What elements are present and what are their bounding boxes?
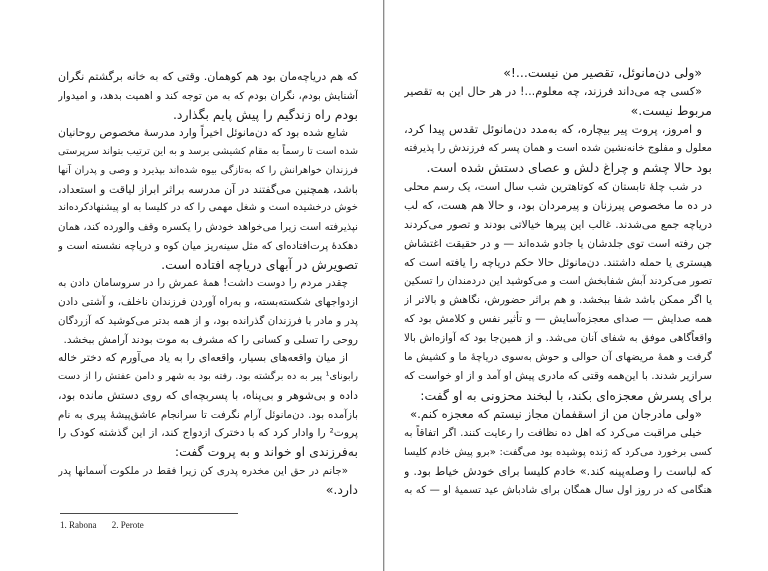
text-line: از میان واقعه‌های بسیار، واقعه‌ای را به یاد می‌آورم که دختر خاله (58, 351, 348, 365)
text-line: تصور می‌کردند آبش شفابخش است و می‌کوشید این دردمندان را تسکین (404, 275, 712, 287)
text-line: واقعاًگاهی موفق به شفای آنان می‌شد. و از همین‌جا بود که آوازه‌اش بالا (404, 332, 712, 344)
text-line: و امروز، پروت پیر بیچاره، که به‌مدد دن‌مانوئل تقدس پیدا کرد، (404, 122, 702, 136)
text-line: «کسی چه می‌داند فرزند، چه معلوم...! در هر حال این به تقصیر (404, 85, 702, 98)
text-line: که لباست را وصله‌پینه کند.» خادم کلیسا برای خودش خیاط بود. و (404, 465, 712, 478)
text-line: نپذیرفته است زیرا می‌خواهد خودش را یکسره وقف والورده کند، همان (58, 221, 358, 233)
footnote-1: 1. Rabona (60, 520, 97, 530)
book-page-right (385, 0, 768, 571)
text-line: «جانم در حق این مخدره پدری کن زیرا فقط در ملکوت آسمانها پدر (58, 464, 348, 477)
text-line: هنگامی که در روز اول سال همگان برای شادباش عید تسمیهٔ او — که به (404, 484, 712, 496)
text-line: دریاچه جمع می‌شدند. غالب این پیرها خیالاتی بودند و تصور می‌کردند (404, 218, 712, 231)
text-line: رابونای¹ پیر به ده برگشته بود. رفته بود به شهر و دامن عفتش را از دست (58, 371, 358, 382)
text-line: یا اگر ممکن باشد شفا ببخشد. و هم براثر حضورش، نگاهش و بالاتر از (404, 294, 712, 306)
text-line: که هم دریاچه‌مان بود هم کوهمان. وقتی که به خانه برگشتم نگران (58, 70, 358, 83)
text-line: کسی برخورد می‌کرد که ژنده پوشیده بود می‌گفت: «برو پیش خادم کلیسا (404, 447, 712, 458)
text-line: پروت² را وادار کرد که با دخترک ازدواج کند، از این گذشته کودک را (58, 426, 358, 440)
text-line: بازآمده بود. دن‌مانوئل آرام نگرفت تا سرانجام عاشق‌پیشهٔ پیری به نام (58, 408, 358, 421)
text-line: داده و بی‌شوهر و بی‌پناه، با پسربچه‌ای که روی دستش مانده بود، (58, 388, 358, 402)
text-line: بود حالا چشم و چراغ دلش و عصای دستش شده است. (426, 160, 712, 175)
text-line: آشنایش بودم، نگران بودم که به من توجه کند و اهمیت بدهد، و امیدوار (58, 89, 358, 102)
text-line: «ولی دن‌مانوئل، تقصیر من نیست...!» (503, 65, 702, 80)
text-line: باشد، همچنین می‌گفتند در آن مدرسه براثر ابراز لیاقت و استعداد، (58, 182, 358, 196)
text-line: در شب چلهٔ تابستان که کوتاهترین شب سال است، یک رسم محلی (404, 180, 702, 193)
text-line: همه صدایش — صدای معجزه‌آسایش — و تأثیر نفس و کلامش بود که (404, 313, 712, 325)
text-line: تصویرش در آبهای دریاچه افتاده است. (161, 256, 358, 272)
text-line: خوش درخشیده است و شغل مهمی را که در کلیسا به او پیشنهادکرده‌اند (58, 202, 358, 214)
text-line: معلول و مفلوج خانه‌نشین شده است و همان پسر که فرزندش را پذیرفته (404, 142, 712, 154)
text-line: پدر و مادر با فرزندان گذرانده بود، و از همه بدتر می‌کوشید که آزردگان (58, 314, 358, 327)
text-line: گرفت و همهٔ مریضهای آن حوالی و حوش به‌سوی دریاچهٔ ما و کشیش ما (404, 351, 712, 363)
footnotes (60, 520, 157, 530)
text-line: مربوط نیست.» (630, 103, 712, 118)
text-line: بودم راه زندگیم را پیش پایم بگذارد. (172, 106, 358, 122)
footnote-rule (60, 513, 238, 514)
text-line: شایع شده بود که دن‌مانوئل اخیراً وارد مدرسهٔ مخصوص روحانیان (58, 126, 348, 140)
text-line: جن رفته است توی جلدشان یا جادو شده‌اند — و در حقیقت اغتشاش (404, 237, 712, 250)
text-line: به‌فرزندی او خواند و به پروت گفت: (174, 444, 358, 459)
right-page-text (404, 63, 712, 500)
text-line: در ده ما مخصوص پیرزنان و پیرمردان بود، و حالا هم هست، که لب (404, 199, 712, 212)
text-line: روحی را تسلی و کسانی را که مشرف به موت بودند آرامش ببخشد. (63, 333, 358, 346)
text-line: دارد.» (325, 481, 358, 497)
text-line: هیستری یا حمله داشتند. دن‌مانوئل حالا حکم دریاچه را یافته است که (404, 256, 712, 269)
text-line: خیلی مراقبت می‌کرد که اهل ده نظافت را رعایت کنند. اگر اتفاقاً به (404, 427, 702, 439)
text-line: فرزندان خواهرانش را که به‌تازگی بیوه شده‌اند بپذیرد و وصی و پدران آنها (58, 164, 358, 176)
text-line: برای پسرش معجزه‌ای بکند، با لبخند محزونی به او گفت: (420, 388, 712, 403)
text-line: دهکدهٔ پرت‌افتاده‌ای که مثل سینه‌ریز میان کوه و دریاچه نشسته است و (58, 239, 358, 252)
text-line: ازدواجهای شکسته‌بسته، و به‌راه آوردن فرزندان ناخلف، و آشتی دادن (58, 296, 358, 308)
text-line: سرازیر شدند. با این‌همه وقتی که مادری پیش او آمد و از او خواست که (404, 370, 712, 382)
book-page-left (0, 0, 383, 571)
left-page-text (58, 68, 358, 499)
text-line: چقدر مردم را دوست داشت! همهٔ عمرش را در سروسامان دادن به (58, 277, 348, 290)
text-line: شده است تا رسماً به مقام کشیشی برسد و به این ترتیب بتواند سرپرستی (58, 146, 358, 157)
footnote-2: 2. Perote (111, 520, 144, 530)
text-line: «ولی مادرجان من از اسقفمان مجاز نیستم که معجزه کنم.» (409, 407, 702, 421)
